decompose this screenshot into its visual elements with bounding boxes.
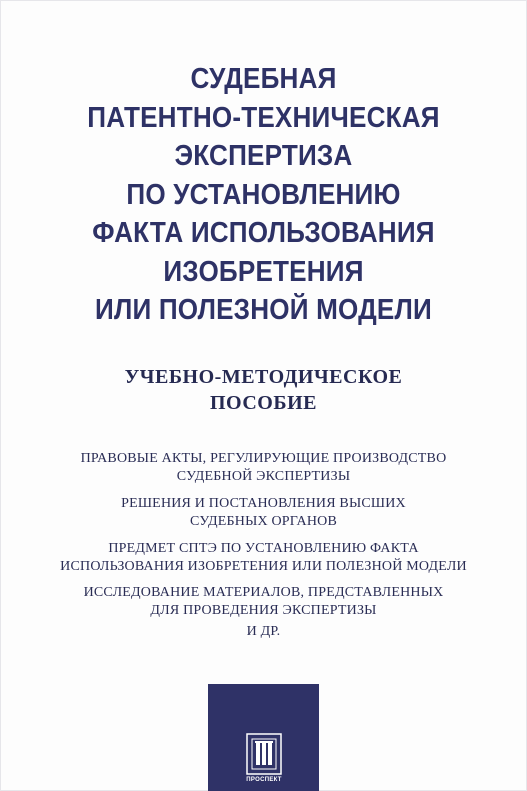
title-line: ФАКТА ИСПОЛЬЗОВАНИЯ [92, 217, 435, 249]
title-line: СУДЕБНАЯ [190, 63, 337, 95]
book-title [44, 60, 482, 330]
contents-item-line: СУДЕБНОЙ ЭКСПЕРТИЗЫ [176, 469, 351, 484]
contents-item-line: ИСПОЛЬЗОВАНИЯ ИЗОБРЕТЕНИЯ ИЛИ ПОЛЕЗНОЙ МОДЕЛИ [60, 559, 467, 574]
contents-item [30, 623, 497, 641]
contents-item [30, 540, 497, 576]
contents-item [30, 450, 497, 486]
contents-item [30, 584, 497, 620]
title-line: ПО УСТАНОВЛЕНИЮ [126, 178, 401, 211]
title-line: ПАТЕНТНО-ТЕХНИЧЕСКАЯ [87, 101, 440, 134]
contents-item-line: ПРЕДМЕТ СПТЭ ПО УСТАНОВЛЕНИЮ ФАКТА [108, 541, 419, 556]
title-line: ИЛИ ПОЛЕЗНОЙ МОДЕЛИ [95, 294, 432, 326]
subtitle-line: ПОСОБИЕ [210, 392, 317, 414]
contents-item-line: ПРАВОВЫЕ АКТЫ, РЕГУЛИРУЮЩИЕ ПРОИЗВОДСТВО [80, 451, 447, 466]
prospekt-logo-icon [246, 733, 282, 775]
contents-item-line: ИССЛЕДОВАНИЕ МАТЕРИАЛОВ, ПРЕДСТАВЛЕННЫХ [83, 585, 444, 600]
book-subtitle [40, 364, 487, 416]
publisher-name: ПРОСПЕКТ [246, 777, 282, 783]
contents-item-line: И ДР. [246, 624, 281, 639]
contents-item-line: РЕШЕНИЯ И ПОСТАНОВЛЕНИЯ ВЫСШИХ [121, 496, 406, 511]
title-line: ЭКСПЕРТИЗА [174, 140, 353, 172]
title-line: ИЗОБРЕТЕНИЯ [163, 255, 364, 288]
contents-item-line: ДЛЯ ПРОВЕДЕНИЯ ЭКСПЕРТИЗЫ [150, 603, 377, 618]
contents-item [30, 495, 497, 531]
contents-item-line: СУДЕБНЫХ ОРГАНОВ [189, 514, 338, 529]
subtitle-line: УЧЕБНО-МЕТОДИЧЕСКОЕ [124, 366, 403, 388]
